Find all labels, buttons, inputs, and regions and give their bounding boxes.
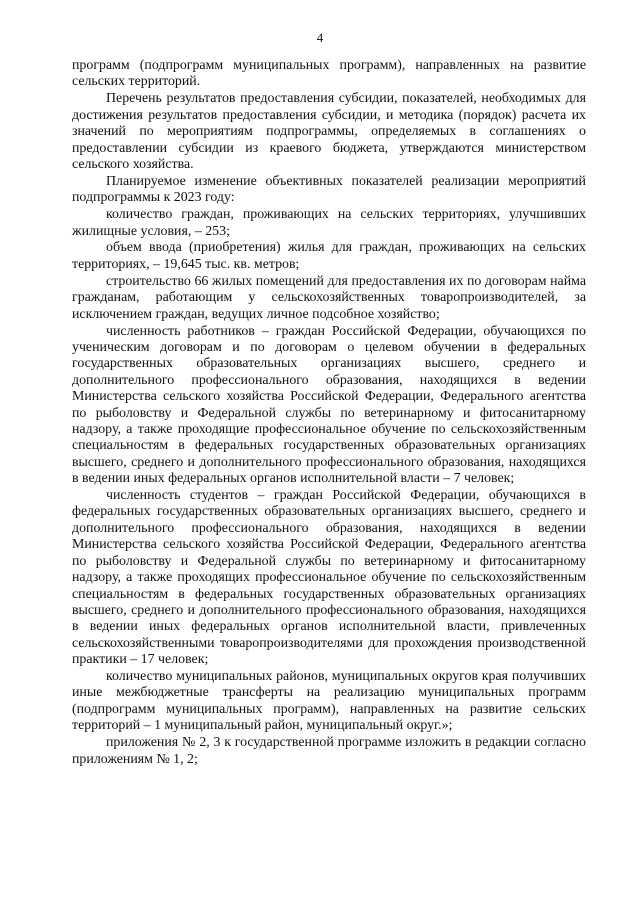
paragraph-students-count: численность студентов – граждан Российской Федерации, обучающихся в федеральных государственных образовательных организациях высшего, среднего и дополнительного профессионального образования, находящихся в ведении Министерства сельского хозяйства Российской Федерации, Федерального агентства по рыболовству и Федеральной службы по ветеринарному и фитосанитарному надзору, а также проходящих профессиональное обучение по сельскохозяйственным специальностям в федеральных государственных образовательных организациях высшего, среднего и дополнительного профессионального образования, находящихся в ведении иных федеральных органов исполнительной власти, привлеченных сельскохозяйственными товаропроизводителями для прохождения производственной практики – 17 человек; (72, 488, 586, 668)
paragraph-appendices: приложения № 2, 3 к государственной программе изложить в редакции согласно приложениям № 1, 2; (72, 735, 586, 767)
paragraph-citizens-count: количество граждан, проживающих на сельских территориях, улучшивших жилищные условия, – 253; (72, 207, 586, 239)
paragraph-housing-volume: объем ввода (приобретения) жилья для граждан, проживающих на сельских территориях, – 19,645 тыс. кв. метров; (72, 240, 586, 272)
document-body (72, 58, 586, 768)
paragraph-results-list: Перечень результатов предоставления субсидии, показателей, необходимых для достижения результатов предоставления субсидии, и методика (порядок) расчета их значений по мероприятиям подпрограммы, определяемых в соглашениях о предоставлении субсидии из краевого бюджета, утверждаются министерством сельского хозяйства. (72, 91, 586, 172)
paragraph-municipal-districts: количество муниципальных районов, муниципальных округов края получивших иные межбюджетные трансферты на реализацию муниципальных программ (подпрограмм муниципальных программ), направленных на развитие сельских территорий – 1 муниципальный район, муниципальный округ.»; (72, 669, 586, 734)
paragraph-continuation: программ (подпрограмм муниципальных программ), направленных на развитие сельских территорий. (72, 58, 586, 90)
paragraph-planned-change: Планируемое изменение объективных показателей реализации мероприятий подпрограммы к 2023 году: (72, 173, 586, 206)
paragraph-workers-count: численность работников – граждан Российской Федерации, обучающихся по ученическим договорам и по договорам о целевом обучении в федеральных государственных образовательных организациях высшего, среднего и дополнительного профессионального образования, находящихся в ведении Министерства сельского хозяйства Российской Федерации, Федерального агентства по рыболовству и Федеральной службы по ветеринарному и фитосанитарному надзору, а также проходящие профессиональное обучение по сельскохозяйственным специальностям в федеральных государственных образовательных организациях высшего, среднего и дополнительного профессионального образования, находящихся в ведении иных федеральных органов исполнительной власти – 7 человек; (72, 323, 586, 487)
paragraph-construction: строительство 66 жилых помещений для предоставления их по договорам найма гражданам, работающим у сельскохозяйственных товаропроизводителей, за исключением граждан, ведущих личное подсобное хозяйство; (72, 273, 586, 322)
page-number: 4 (316, 30, 324, 45)
